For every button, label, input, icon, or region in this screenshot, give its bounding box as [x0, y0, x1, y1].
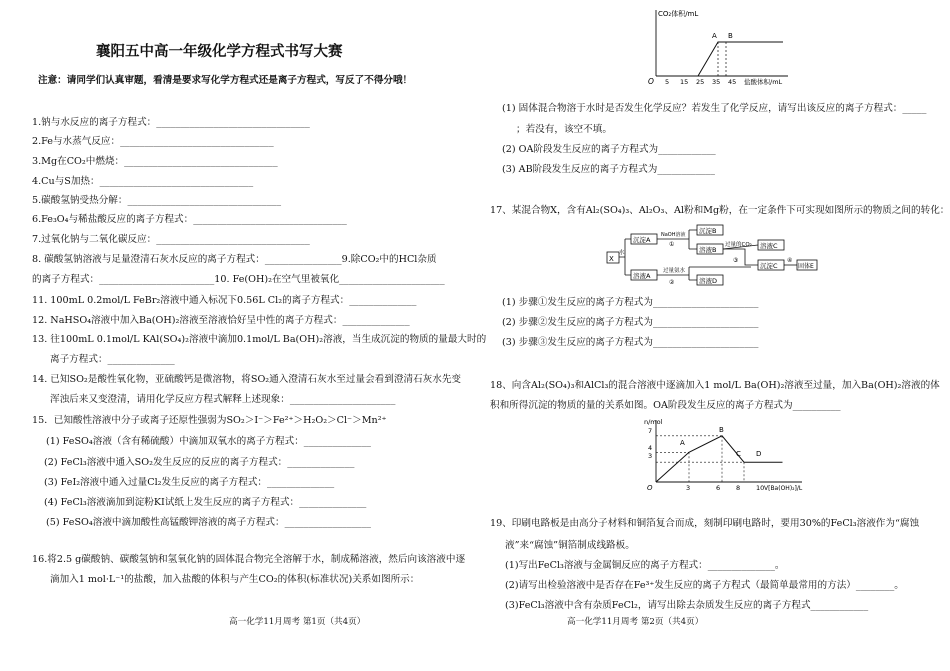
flow-sol-d: 溶液D: [699, 277, 718, 285]
question-line: (2) OA阶段发生反应的离子方程式为____________: [502, 144, 716, 155]
question-line: 液”来“腐蚀”铜箔制成线路板。: [505, 540, 635, 551]
graph18-origin: O: [647, 484, 653, 492]
flow-step-2: ②: [669, 279, 675, 286]
question-line: (3)FeCl₃溶液中含有杂质FeCl₂，请写出除去杂质发生反应的离子方程式____________: [505, 600, 869, 611]
question-line: (5) FeSO₄溶液中滴加酸性高锰酸钾溶液的离子方程式：__________________: [46, 517, 371, 528]
graph16-tick: 45: [728, 78, 737, 86]
question-line: (1) 固体混合物溶于水时是否发生化学反应？若发生了化学反应，请写出该反应的离子方程式：_____: [502, 103, 927, 114]
question-line: 滴加入1 mol·L⁻¹的盐酸，加入盐酸的体积与产生CO₂的体积(标准状况)关系如图所示：: [50, 574, 420, 585]
graph18-xtick: 6: [716, 484, 721, 492]
question-line: 14. 已知SO₂是酸性氧化物，亚硫酸钙是微溶物，将SO₂通入澄清石灰水至过量会看到澄清石灰水先变: [32, 374, 462, 385]
flow-x: X: [609, 255, 614, 263]
question-line: 的离子方程式：________________________10. Fe(OH)₂在空气里被氧化______________________: [32, 274, 445, 285]
graph18-point-d: D: [756, 450, 762, 458]
graph18-ytick: 4: [648, 444, 653, 452]
graph18-ytick: 3: [648, 452, 653, 460]
question-line: 12. NaHSO₄溶液中加入Ba(OH)₂溶液至溶液恰好呈中性的离子方程式：______________: [32, 315, 410, 326]
graph16-tick: 5: [665, 78, 670, 86]
flow-step-4: ④: [787, 257, 793, 264]
graph18-ytick: 7: [648, 427, 653, 435]
graph18-ylabel: n/mol: [644, 418, 663, 426]
question-line: 2.Fe与水蒸气反应：________________________________: [32, 136, 274, 147]
graph16-origin: O: [648, 77, 654, 86]
question-line: 5.碳酸氢钠受热分解：________________________________: [32, 195, 281, 206]
graph18-point-a: A: [680, 439, 685, 447]
question-line: (2)请写出检验溶液中是否存在Fe³⁺发生反应的离子方程式（最简单最常用的方法）________。: [505, 580, 904, 591]
question-line: 积和所得沉淀的物质的量的关系如图。OA阶段发生反应的离子方程式为__________: [490, 400, 841, 411]
question-line: 15．已知酸性溶液中分子或离子还原性强弱为SO₂＞I⁻＞Fe²⁺＞H₂O₂＞Cl⁻＞Mn²⁺: [32, 415, 387, 426]
question-line: 7.过氧化钠与二氧化碳反应：________________________________: [32, 234, 310, 245]
graph16-tick: 25: [696, 78, 705, 86]
flow-solid-e: 固体E: [798, 263, 814, 270]
question-line: 13. 往100mL 0.1mol/L KAl(SO₄)₂溶液中滴加0.1mol/L Ba(OH)₂溶液，当生成沉淀的物质的量最大时的: [32, 334, 487, 345]
page-title: 襄阳五中高一年级化学方程式书写大赛: [96, 44, 343, 60]
graph16-xlabel: 盐酸体积/mL: [744, 78, 783, 86]
flow-reagent-2: 过量氨水: [663, 268, 686, 274]
question-line: 1.钠与水反应的离子方程式：________________________________: [32, 117, 310, 128]
graph18-point-c: C: [736, 450, 741, 458]
flow-precip-a: 沉淀A: [633, 236, 651, 244]
graph18-point-b: B: [719, 426, 724, 434]
flow-reagent-1: NaOH溶液: [661, 232, 686, 238]
footer-right: 高一化学11月周考 第2页（共4页）: [567, 617, 704, 627]
question-line: 17、某混合物X，含有Al₂(SO₄)₃、Al₂O₃、Al粉和Mg粉，在一定条件下可实现如图所示的物质之间的转化：: [490, 205, 950, 216]
graph16-tick: 35: [712, 78, 721, 86]
graph16-tick: 15: [680, 78, 689, 86]
question-line: (1) 步骤①发生反应的离子方程式为______________________: [502, 297, 759, 308]
graph18-xtick: 3: [686, 484, 691, 492]
graph18-xlabel: V[Ba(OH)₂]/L: [764, 485, 803, 492]
question-line: 19、印刷电路板是由高分子材料和铜箔复合而成，刻制印刷电路时，要用30%的FeCl₃溶液作为“腐蚀: [490, 518, 920, 529]
graph16-point-b: B: [728, 32, 733, 40]
flow-precip-c: 沉淀C: [760, 262, 778, 270]
precipitate-graph: [642, 416, 812, 494]
notice: 注意：请同学们认真审题，看清是要求写化学方程式还是离子方程式，写反了不得分哦！: [38, 75, 413, 86]
question-line: (1) FeSO₄溶液（含有稀硫酸）中滴加双氧水的离子方程式：______________: [46, 436, 371, 447]
question-line: (3) AB阶段发生反应的离子方程式为____________: [502, 164, 715, 175]
flow-water: 水: [619, 250, 625, 256]
graph16-point-a: A: [712, 32, 717, 40]
question-line: ；若没有，该空不填。: [516, 124, 612, 135]
question-line: 3.Mg在CO₂中燃烧：________________________________: [32, 156, 278, 167]
question-line: 8. 碳酸氢钠溶液与足量澄清石灰水反应的离子方程式：________________9.除CO₂中的HCl杂质: [32, 254, 437, 265]
question-line: (1)写出FeCl₃溶液与金属铜反应的离子方程式：______________。: [505, 560, 785, 571]
question-line: (3) FeI₂溶液中通入过量Cl₂发生反应的离子方程式：______________: [44, 477, 335, 488]
question-line: 11. 100mL 0.2mol/L FeBr₂溶液中通入标况下0.56L Cl₂的离子方程式：______________: [32, 295, 417, 306]
footer-left: 高一化学11月周考 第1页（共4页）: [229, 617, 366, 627]
graph18-xtick: 10: [756, 484, 765, 492]
flow-precip-b: 沉淀B: [699, 227, 717, 235]
question-line: 18、向含Al₂(SO₄)₃和AlCl₃的混合溶液中逐滴加入1 mol/L Ba(OH)₂溶液至过量，加入Ba(OH)₂溶液的体: [490, 380, 940, 391]
co2-volume-graph: [638, 4, 798, 86]
question-line: 16.将2.5 g碳酸钠、碳酸氢钠和氢氧化钠的固体混合物完全溶解于水，制成稀溶液，然后向该溶液中逐: [32, 554, 466, 565]
question-line: 6.Fe₃O₄与稀盐酸反应的离子方程式：________________________________: [32, 214, 347, 225]
flow-sol-b: 溶液B: [699, 246, 717, 254]
question-line: (2) FeCl₃溶液中通入SO₂发生反应的反应的离子方程式：______________: [44, 457, 355, 468]
question-line: 4.Cu与S加热：________________________________: [32, 176, 254, 187]
question-line: (3) 步骤③发生反应的离子方程式为______________________: [502, 337, 759, 348]
flow-sol-a: 溶液A: [633, 272, 651, 280]
question-line: (4) FeCl₃溶液滴加到淀粉KI试纸上发生反应的离子方程式：______________: [44, 497, 367, 508]
flow-reagent-3: 过量的CO₂: [725, 242, 752, 248]
question-line: 离子方程式：______________: [50, 354, 175, 365]
graph18-xtick: 8: [736, 484, 741, 492]
question-line: 浑浊后来又变澄清，请用化学反应方程式解释上述现象：______________________: [50, 394, 396, 405]
flow-step-3: ③: [733, 257, 739, 264]
conversion-flowchart: [605, 222, 820, 298]
flow-sol-c: 溶液C: [760, 242, 778, 250]
question-line: (2) 步骤②发生反应的离子方程式为______________________: [502, 317, 759, 328]
flow-step-1: ①: [669, 241, 675, 248]
graph16-ylabel: CO₂体积/mL: [658, 10, 699, 18]
